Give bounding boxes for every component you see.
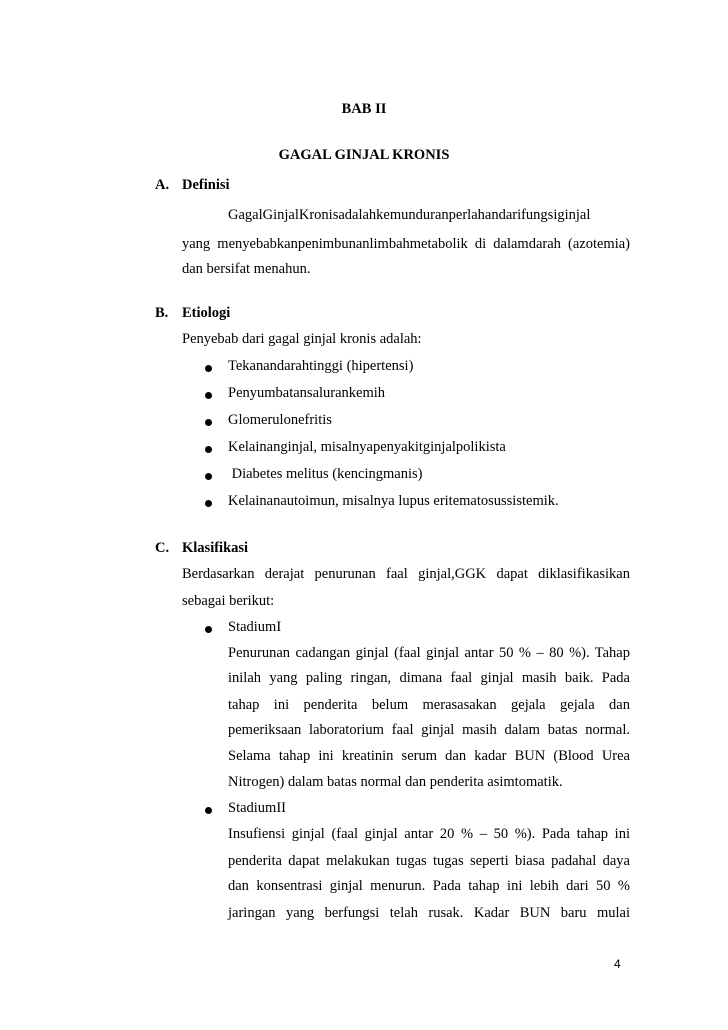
bullet-icon [205,365,212,372]
bullet-icon [205,473,212,480]
etiology-item: Kelainanautoimun, misalnya lupus eritematosussistemik. [228,493,559,509]
etiology-item: Tekanandarahtinggi (hipertensi) [228,358,414,374]
section-c-heading [155,540,248,557]
bullet-icon [205,626,212,633]
bullet-icon [205,807,212,814]
bullet-icon [205,419,212,426]
section-a-title: Definisi [182,177,230,193]
section-a-letter: A. [155,177,170,193]
section-c-letter: C. [155,540,170,556]
section-a-heading [155,177,230,194]
stage-2-line: penderita dapat melakukan tugas tugas seperti biasa padahal daya [228,853,630,869]
stage-2-line: Insufiensi ginjal (faal ginjal antar 20 % – 50 %). Pada tahap ini [228,826,630,842]
etiology-item: Penyumbatansalurankemih [228,385,386,401]
section-b-heading [155,305,230,322]
etiology-item: Diabetes melitus (kencingmanis) [228,466,423,482]
stage-1-line: Nitrogen) dalam batas normal dan penderita asimtomatik. [228,774,563,790]
etiology-item: Kelainanginjal, misalnyapenyakitginjalpolikista [228,439,506,455]
section-b-letter: B. [155,305,169,321]
etiology-item: Glomerulonefritis [228,412,332,428]
stage-1-line: inilah yang paling ringan, dimana faal ginjal masih baik. Pada [228,670,630,686]
definition-line-2: yang menyebabkanpenimbunanlimbahmetabolik di dalamdarah (azotemia) [182,236,630,252]
definition-line-3: dan bersifat menahun. [182,261,311,277]
bullet-icon [205,500,212,507]
stage-1-line: Selama tahap ini kreatinin serum dan kadar BUN (Blood Urea [228,748,630,764]
etiology-intro: Penyebab dari gagal ginjal kronis adalah: [182,331,422,347]
stage-2-line: jaringan yang berfungsi telah rusak. Kadar BUN baru mulai [228,905,630,921]
classification-intro-line-2: sebagai berikut: [182,593,275,609]
stage-2-name: StadiumII [228,800,286,816]
stage-1-name: StadiumI [228,619,282,635]
stage-1-line: Penurunan cadangan ginjal (faal ginjal antar 50 % – 80 %). Tahap [228,645,630,661]
stage-2-line: dan konsentrasi ginjal menurun. Pada tahap ini lebih dari 50 % [228,878,630,894]
classification-intro-line-1: Berdasarkan derajat penurunan faal ginjal,GGK dapat diklasifikasikan [182,566,630,582]
bullet-icon [205,446,212,453]
bullet-icon [205,392,212,399]
definition-line-1: GagalGinjalKronisadalahkemunduranperlahandarifungsiginjal [228,207,591,223]
page-number: 4 [614,957,621,971]
section-b-title: Etiologi [182,305,231,321]
stage-1-line: pemeriksaan laboratorium faal ginjal masih dalam batas normal. [228,722,630,738]
section-c-title: Klasifikasi [182,540,249,556]
chapter-title: GAGAL GINJAL KRONIS [278,147,450,163]
chapter-label: BAB II [341,101,387,117]
stage-1-line: tahap ini penderita belum merasasakan gejala gejala dan [228,697,630,713]
